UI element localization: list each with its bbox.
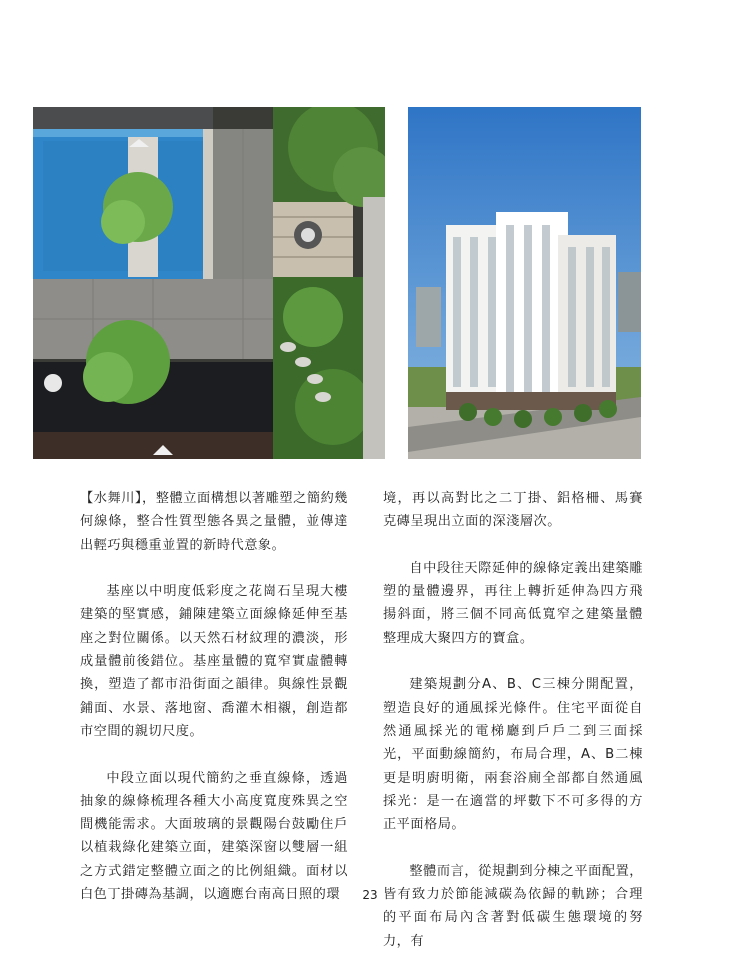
right-text-column (383, 487, 643, 976)
aerial-courtyard-photo (33, 107, 385, 459)
aerial-courtyard-illustration (33, 107, 385, 459)
left-text-column (80, 487, 348, 930)
body-paragraph: 基座以中明度低彩度之花崗石呈現大樓建築的堅實感，鋪陳建築立面線條延伸至基座之對位關係。以天然石材紋理的濃淡，形成量體前後錯位。基座量體的寬窄實虛體轉換，塑造了都市沿街面之韻律。與線性景觀鋪面、水景、落地窗、喬灌木相襯，創造都市空間的親切尺度。 (80, 584, 348, 739)
body-paragraph: 境，再以高對比之二丁掛、鋁格柵、馬賽克磚呈現出立面的深淺層次。 (383, 491, 643, 530)
body-paragraph: 整體而言，從規劃到分棟之平面配置，皆有致力於節能減碳為依歸的軌跡；合理的平面布局內含著對低碳生態環境的努力，有 (383, 863, 643, 949)
body-paragraph: 建築規劃分A、B、C三棟分開配置，塑造良好的通風採光條件。住宅平面從自然通風採光的電梯廳到戶戶二到三面採光，平面動線簡約，布局合理，A、B二棟更是明廚明衛，兩套浴廁全部都自然通風採光：是一在適當的坪數下不可多得的方正平面格局。 (383, 677, 643, 833)
building-exterior-photo (408, 107, 641, 459)
body-paragraph: 【水舞川】，整體立面構想以著雕塑之簡約幾何線條，整合性質型態各異之量體，並傳達出輕巧與穩重並置的新時代意象。 (80, 491, 348, 553)
body-paragraph: 中段立面以現代簡約之垂直線條，透過抽象的線條梳理各種大小高度寬度殊異之空間機能需求。大面玻璃的景觀陽台鼓勵住戶以植栽綠化建築立面，建築深窗以雙層一組之方式錯定整體立面之的比例組織。面材以白色丁掛磚為基調，以適應台南高日照的環 (80, 770, 348, 903)
body-paragraph: 自中段往天際延伸的線條定義出建築雕塑的量體邊界，再往上轉折延伸為四方飛揚斜面，將三個不同高低寬窄之建築量體整理成大聚四方的寶盒。 (383, 560, 643, 646)
building-exterior-illustration (408, 107, 641, 459)
page-number: 23 (362, 888, 378, 902)
